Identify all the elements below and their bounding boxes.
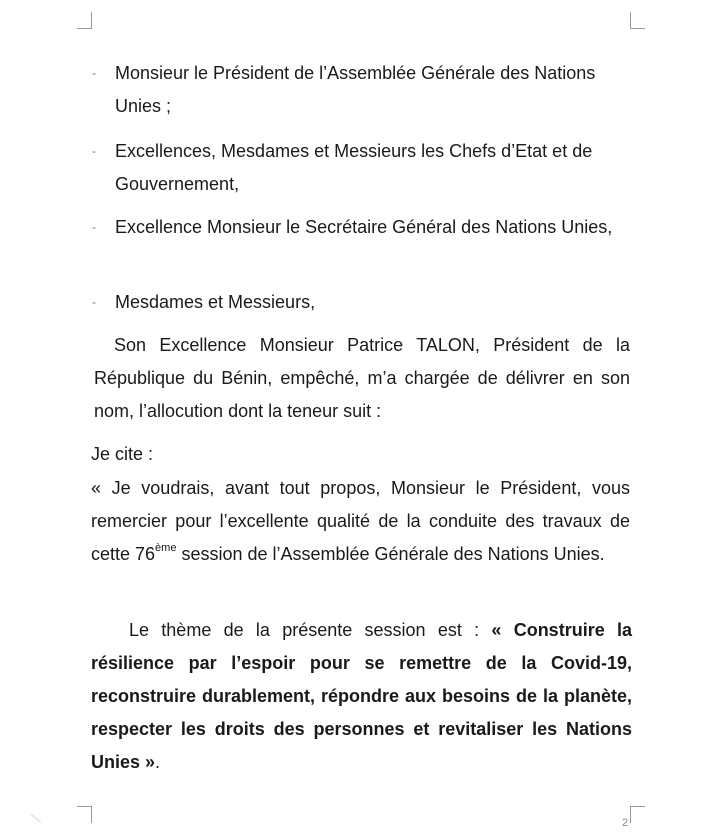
theme-title: « Construire la résilience par l’espoir pour se remettre de la Covid-19, reconstruire durablement, répondre aux besoins de la planète, respecter les droits des personnes et revitaliser les Nations Unies » xyxy=(91,620,632,772)
crop-mark-bottom-left xyxy=(77,806,92,823)
bullet-dash: - xyxy=(92,220,96,234)
salutation-text: Monsieur le Président de l’Assemblée Générale des Nations Unies ; xyxy=(115,63,596,116)
theme-lead: Le thème de la présente session est : xyxy=(129,620,492,640)
bullet-dash: - xyxy=(92,66,96,80)
intro-paragraph: Son Excellence Monsieur Patrice TALON, Président de la République du Bénin, empêché, m’a chargée de délivrer en son nom, l’allocution dont la teneur suit : xyxy=(94,335,630,421)
page-fold-mark xyxy=(31,814,41,822)
crop-mark-top-left xyxy=(77,12,92,29)
salutation-item xyxy=(92,57,632,123)
crop-mark-top-right xyxy=(630,12,645,29)
quote-text: « Je voudrais, avant tout propos, Monsieur le Président, vous remercier pour l’excellente qualité de la conduite des travaux de cette 76 xyxy=(91,478,630,564)
salutation-text: Excellence Monsieur le Secrétaire Général des Nations Unies, xyxy=(115,217,613,237)
je-cite-line: Je cite : xyxy=(91,444,154,464)
quote-paragraph xyxy=(91,472,630,571)
theme-paragraph xyxy=(91,614,632,779)
salutation-text: Mesdames et Messieurs, xyxy=(115,292,316,312)
crop-mark-bottom-right xyxy=(630,806,645,823)
salutation-item xyxy=(92,286,632,319)
salutation-text: Excellences, Mesdames et Messieurs les Chefs d’Etat et de Gouvernement, xyxy=(115,141,593,194)
page-number: 2 xyxy=(622,817,629,829)
ordinal-superscript: ème xyxy=(155,542,177,554)
theme-end: . xyxy=(155,752,161,772)
quote-text-end: session de l’Assemblée Générale des Nations Unies. xyxy=(176,544,605,564)
bullet-dash: - xyxy=(92,144,96,158)
salutation-item xyxy=(92,211,632,244)
bullet-dash: - xyxy=(92,295,96,309)
salutation-item xyxy=(92,135,632,201)
